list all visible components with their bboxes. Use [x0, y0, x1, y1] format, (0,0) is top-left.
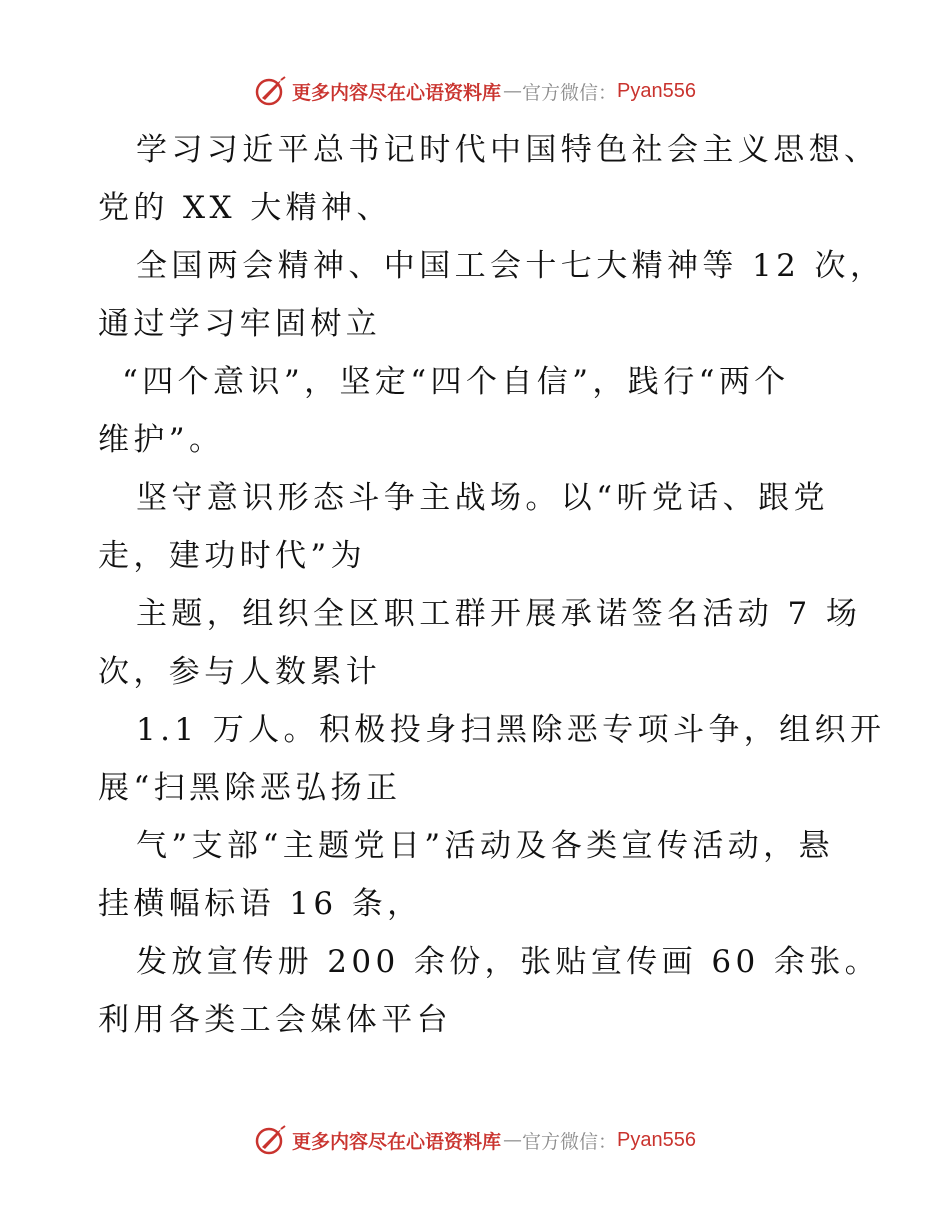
watermark-sub-text: 官方微信：: [522, 1130, 618, 1153]
watermark-main-text: 更多内容尽在心语资料库: [292, 81, 502, 104]
header-watermark: [0, 71, 950, 111]
text-line: 学习习近平总书记时代中国特色社会主义思想、: [136, 132, 880, 168]
text-line: 维护”。: [98, 422, 225, 458]
watermark-separator: —: [503, 80, 521, 102]
text-line: 气”支部“主题党日”活动及各类宣传活动，悬: [136, 828, 834, 864]
watermark-wechat-id: Pyan556: [617, 1128, 696, 1151]
text-line: 发放宣传册 200 余份，张贴宣传画 60 余张。: [136, 944, 881, 980]
text-line: 1.1 万人。积极投身扫黑除恶专项斗争，组织开: [136, 712, 886, 748]
watermark-sub-text: 官方微信：: [522, 81, 618, 104]
quill-pen-logo-icon: [254, 74, 288, 108]
text-line: 利用各类工会媒体平台: [98, 1002, 452, 1038]
text-line: “四个意识”，坚定“四个自信”，践行“两个: [122, 364, 790, 400]
document-body: [98, 121, 886, 1049]
text-line: 通过学习牢固树立: [98, 306, 382, 342]
text-line: 党的 XX 大精神、: [98, 190, 392, 226]
footer-watermark: [0, 1120, 950, 1160]
quill-pen-logo-icon: [254, 1123, 288, 1157]
watermark-separator: —: [503, 1129, 521, 1151]
text-line: 挂横幅标语 16 条，: [98, 886, 423, 922]
text-line: 全国两会精神、中国工会十七大精神等 12 次，: [136, 248, 886, 284]
text-line: 次，参与人数累计: [98, 654, 382, 690]
watermark-wechat-id: Pyan556: [617, 79, 696, 102]
watermark-main-text: 更多内容尽在心语资料库: [292, 1130, 502, 1153]
text-line: 展“扫黑除恶弘扬正: [98, 770, 402, 806]
text-line: 坚守意识形态斗争主战场。以“听党话、跟党: [136, 480, 829, 516]
text-line: 主题，组织全区职工群开展承诺签名活动 7 场: [136, 596, 862, 632]
text-line: 走，建功时代”为: [98, 538, 367, 574]
